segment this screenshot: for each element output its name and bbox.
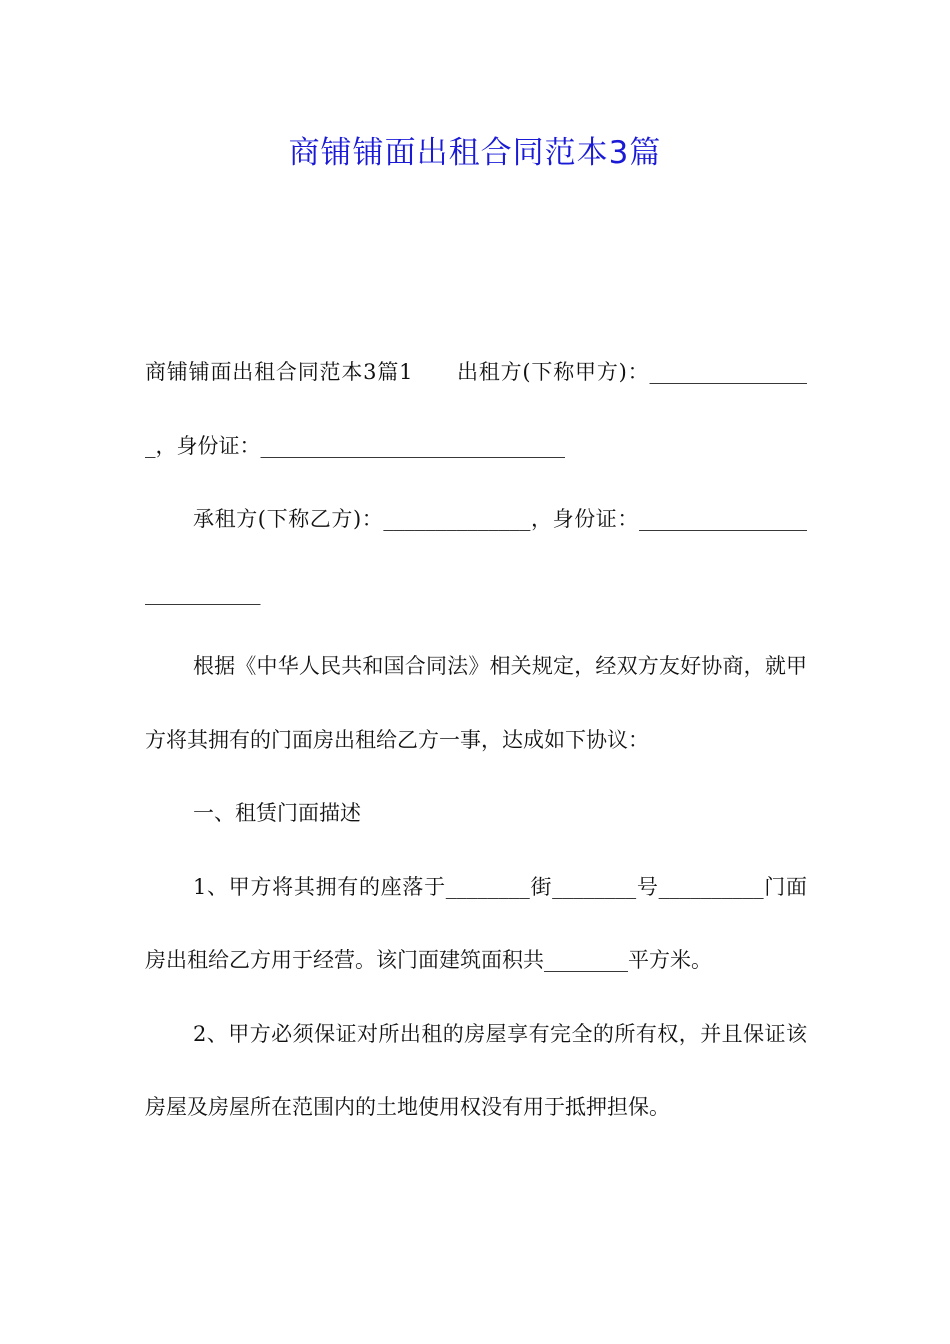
clause-1: 1、甲方将其拥有的座落于________街________号__________门面房出租给乙方用于经营。该门面建筑面积共________平方米。 bbox=[145, 874, 807, 972]
document-body bbox=[145, 336, 807, 1145]
section-heading-shop-description: 一、租赁门面描述 bbox=[193, 801, 361, 825]
paragraph-lessee: 承租方(下称乙方)：______________，身份证：___________________________ bbox=[145, 507, 807, 605]
clause-2: 2、甲方必须保证对所出租的房屋享有完全的所有权，并且保证该房屋及房屋所在范围内的土地使用权没有用于抵押担保。 bbox=[145, 1021, 807, 1119]
paragraph-basis: 根据《中华人民共和国合同法》相关规定，经双方友好协商，就甲方将其拥有的门面房出租给乙方一事，达成如下协议： bbox=[145, 654, 807, 752]
document-title: 商铺铺面出租合同范本3篇 bbox=[288, 135, 662, 171]
paragraph-lessor: 商铺铺面出租合同范本3篇1 出租方(下称甲方)：________________，身份证：_____________________________ bbox=[145, 360, 807, 458]
